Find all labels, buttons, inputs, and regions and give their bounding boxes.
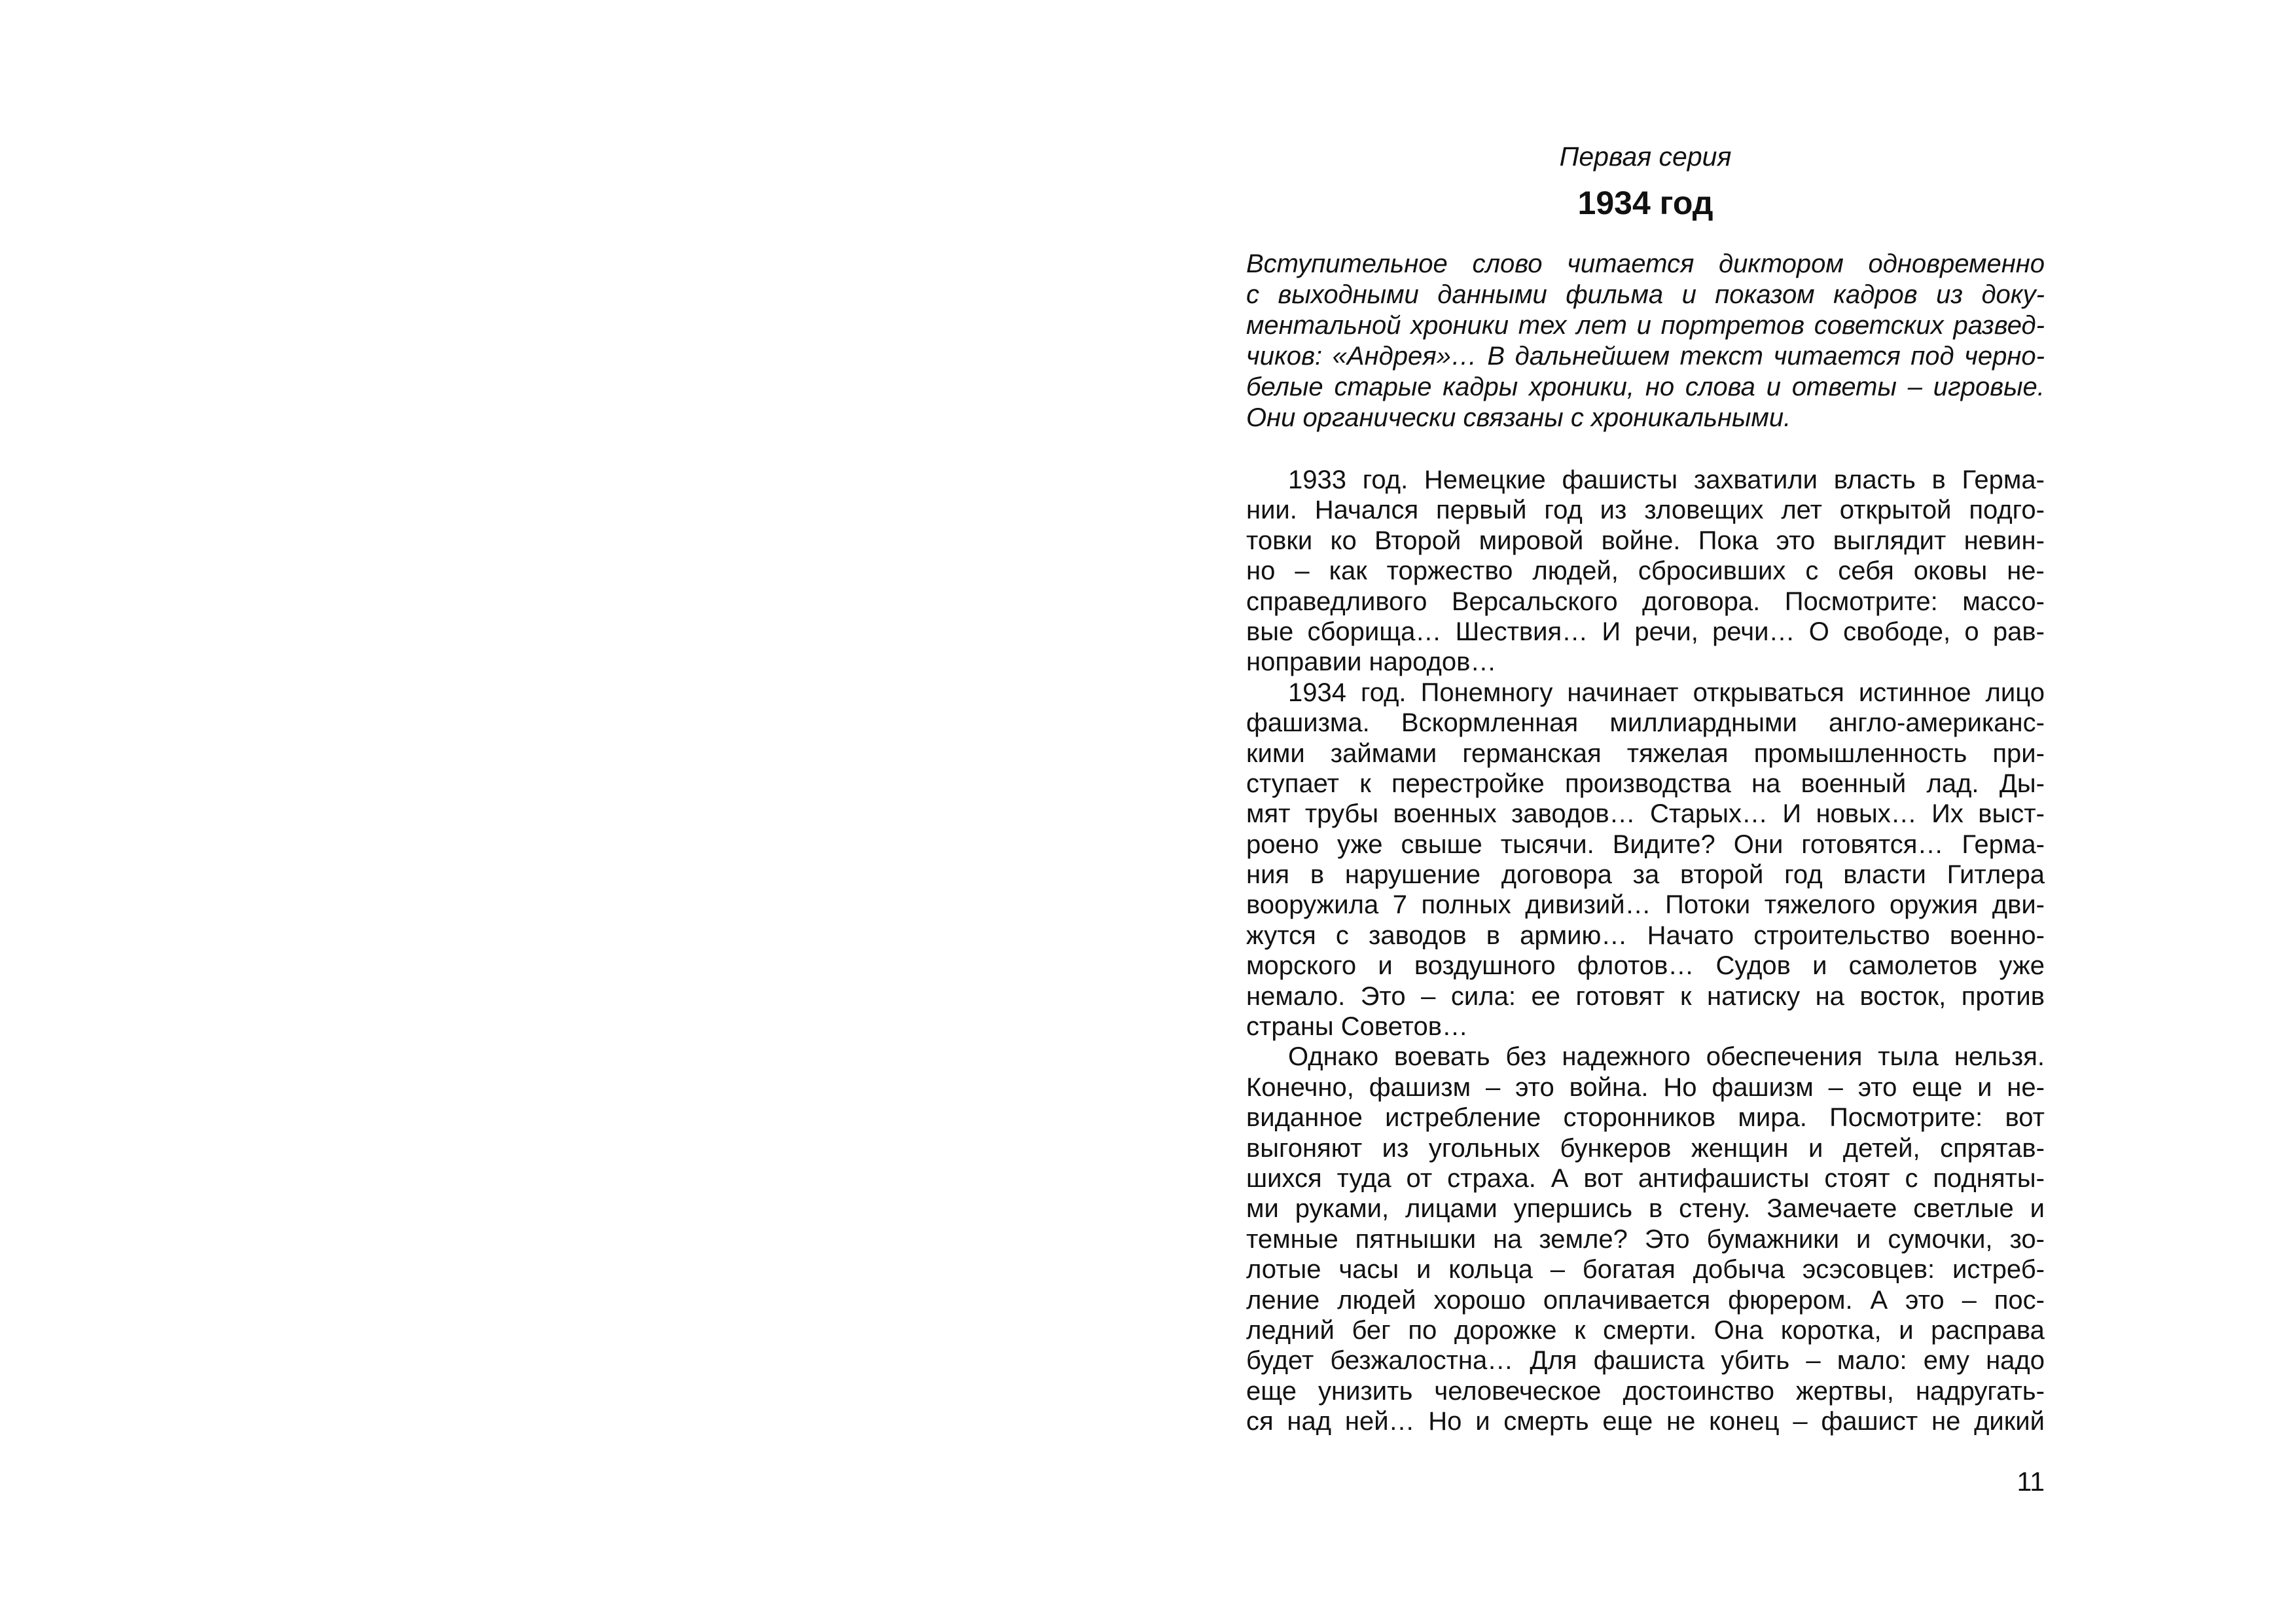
paragraph-line: жутся с заводов в армию… Начато строительство военно- — [1246, 921, 2045, 950]
paragraph-line: немало. Это – сила: ее готовят к натиску на восток, против — [1246, 981, 2045, 1011]
paragraph-line: ноправии народов… — [1246, 647, 1497, 677]
paragraph-line: справедливого Версальского договора. Посмотрите: массо- — [1246, 587, 2045, 616]
main-text — [1246, 465, 2045, 1437]
paragraph-line: ся над ней… Но и смерть еще не конец – фашист не дикий — [1246, 1407, 2045, 1436]
paragraph-line: товки ко Второй мировой войне. Пока это выглядит невин- — [1246, 526, 2045, 555]
paragraph-line: Конечно, фашизм – это война. Но фашизм – это еще и не- — [1246, 1072, 2045, 1102]
paragraph-line: но – как торжество людей, сбросивших с себя оковы не- — [1246, 556, 2045, 586]
page-number: 11 — [2017, 1467, 2045, 1497]
paragraph-line: кими займами германская тяжелая промышленность при- — [1246, 739, 2045, 768]
paragraph-line: 1934 год. Понемногу начинает открываться истинное лицо — [1288, 678, 2045, 707]
paragraph-line: вые сборища… Шествия… И речи, речи… О свободе, о рав- — [1246, 617, 2045, 646]
paragraph-line: темные пятнышки на земле? Это бумажники и сумочки, зо- — [1246, 1224, 2045, 1254]
paragraph-line: выгоняют из угольных бункеров женщин и детей, спрятав- — [1246, 1133, 2045, 1163]
series-label: Первая серия — [1559, 141, 1732, 172]
paragraph-line: Однако воевать без надежного обеспечения тыла нельзя. — [1288, 1042, 2045, 1072]
paragraph-line: лотые часы и кольца – богатая добыча эсэсовцев: истреб- — [1246, 1255, 2045, 1285]
intro-paragraph — [1246, 249, 2045, 433]
paragraph-line: фашизма. Вскормленная миллиардными англо-американс- — [1246, 708, 2045, 738]
intro-line: Вступительное слово читается диктором одновременно — [1246, 249, 2045, 278]
paragraph-line: ступает к перестройке производства на военный лад. Ды- — [1246, 769, 2045, 798]
paragraph-line: роено уже свыше тысячи. Видите? Они готовятся… Герма- — [1246, 830, 2045, 859]
intro-line: чиков: «Андрея»… В дальнейшем текст читается под черно- — [1246, 342, 2045, 371]
paragraph-line: ми руками, лицами упершись в стену. Замечаете светлые и — [1246, 1194, 2045, 1224]
paragraph-line: ление людей хорошо оплачивается фюрером. А это – пос- — [1246, 1285, 2045, 1315]
intro-line: Они органически связаны с хроникальными. — [1246, 403, 1791, 432]
paragraph-line: страны Советов… — [1246, 1012, 1468, 1042]
paragraph-line: мят трубы военных заводов… Старых… И новых… Их выст- — [1246, 799, 2045, 829]
intro-line: ментальной хроники тех лет и портретов советских развед- — [1246, 311, 2045, 340]
paragraph-line: нии. Начался первый год из зловещих лет открытой подго- — [1246, 496, 2045, 525]
paragraph-line: 1933 год. Немецкие фашисты захватили власть в Герма- — [1288, 465, 2045, 494]
paragraph-line: морского и воздушного флотов… Судов и самолетов уже — [1246, 951, 2045, 981]
paragraph-line: вооружила 7 полных дивизий… Потоки тяжелого оружия дви- — [1246, 890, 2045, 920]
paragraph-line: будет безжалостна… Для фашиста убить – мало: ему надо — [1246, 1346, 2045, 1376]
right-page — [1246, 0, 2045, 1623]
paragraph-line: виданное истребление сторонников мира. Посмотрите: вот — [1246, 1103, 2045, 1133]
paragraph-line: ния в нарушение договора за второй год власти Гитлера — [1246, 860, 2045, 890]
intro-line: белые старые кадры хроники, но слова и ответы – игровые. — [1246, 373, 2045, 401]
paragraph-line: шихся туда от страха. А вот антифашисты стоят с подняты- — [1246, 1163, 2045, 1193]
chapter-title: 1934 год — [1577, 185, 1713, 221]
intro-line: с выходными данными фильма и показом кадров из доку- — [1246, 280, 2045, 309]
paragraph-line: ледний бег по дорожке к смерти. Она коротка, и расправа — [1246, 1315, 2045, 1345]
paragraph-line: еще унизить человеческое достоинство жертвы, надругать- — [1246, 1376, 2045, 1406]
